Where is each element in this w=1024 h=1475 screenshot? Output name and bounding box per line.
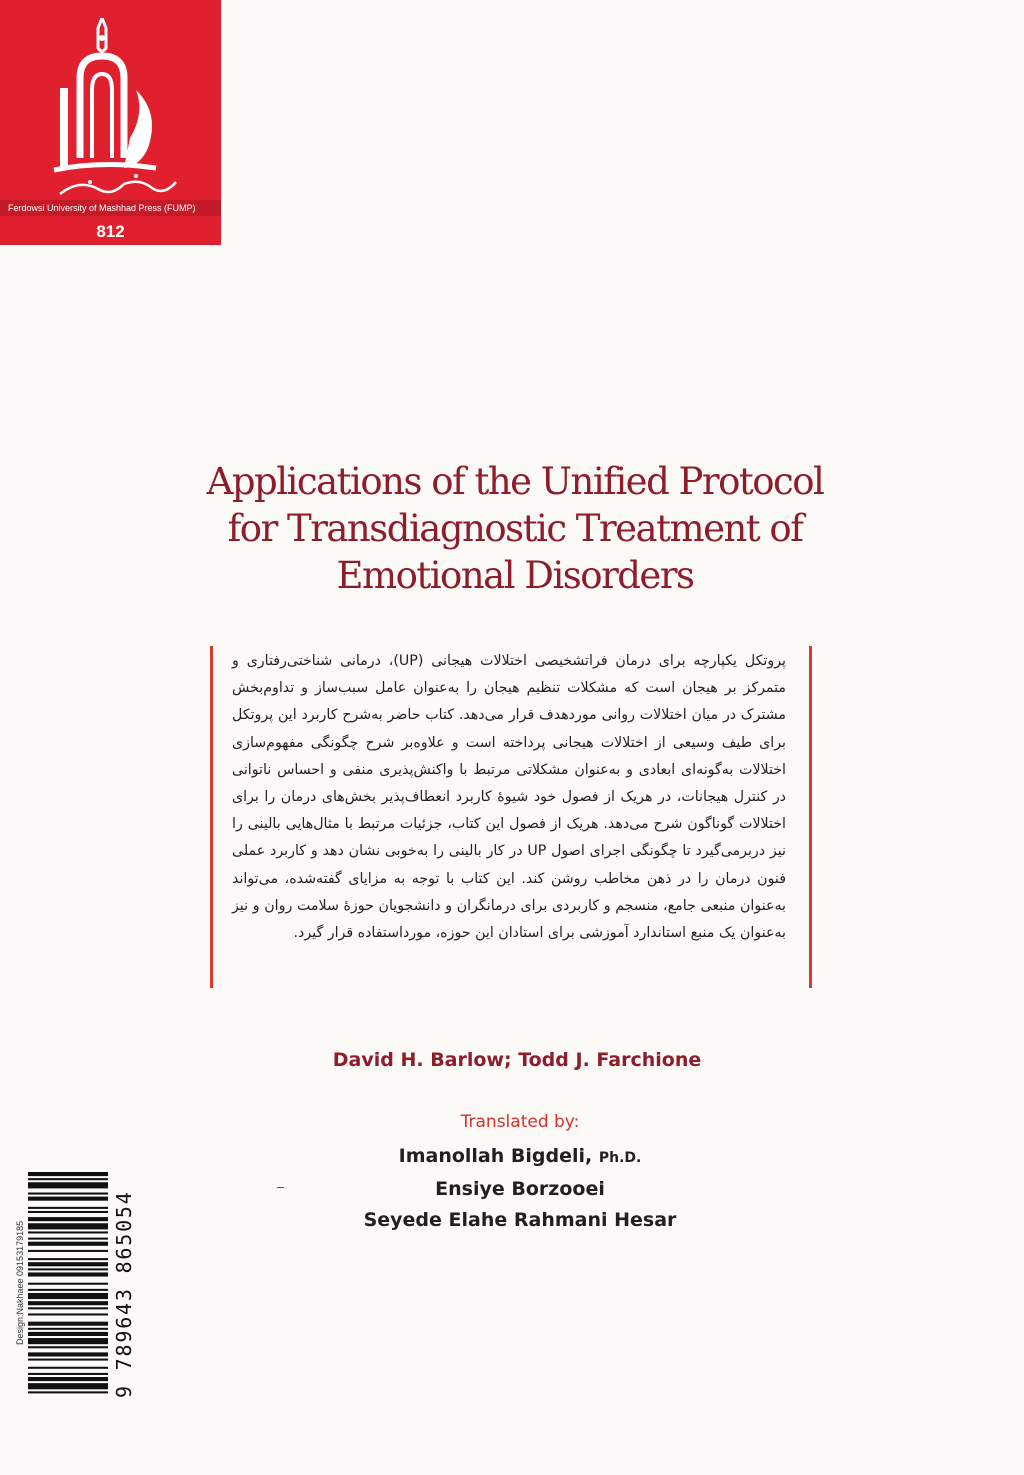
barcode-bar bbox=[28, 1242, 108, 1246]
barcode-bar bbox=[28, 1391, 108, 1393]
barcode-bar bbox=[28, 1268, 108, 1270]
ferdowsi-university-pen-logo-icon bbox=[40, 18, 190, 198]
barcode-bar bbox=[28, 1238, 108, 1240]
barcode-bar bbox=[28, 1217, 108, 1221]
translator-degree: Ph.D. bbox=[598, 1150, 642, 1166]
barcode-bar bbox=[28, 1332, 108, 1336]
translator-name-text: Imanollah Bigdeli, bbox=[398, 1145, 593, 1167]
authors: David H. Barlow; Todd J. Farchione bbox=[332, 1049, 702, 1071]
barcode-bar bbox=[28, 1258, 108, 1260]
barcode-bar bbox=[28, 1272, 108, 1276]
translator-name: Seyede Elahe Rahmani Hesar bbox=[363, 1209, 677, 1231]
barcode-bar bbox=[28, 1359, 108, 1361]
title-line: Emotional Disorders bbox=[336, 554, 694, 597]
barcode-bar bbox=[28, 1307, 108, 1309]
stray-mark bbox=[277, 1187, 284, 1188]
barcode-bar bbox=[28, 1346, 108, 1348]
isbn-digits: 9 789643 865054 bbox=[112, 1190, 136, 1398]
barcode-bar bbox=[28, 1377, 108, 1381]
barcode-bar bbox=[28, 1367, 108, 1369]
barcode-bar bbox=[28, 1289, 108, 1291]
barcode-bar bbox=[28, 1338, 108, 1344]
barcode-bar bbox=[28, 1182, 108, 1188]
title-line: for Transdiagnostic Treatment of bbox=[227, 507, 803, 550]
barcode-bar bbox=[28, 1328, 108, 1330]
barcode-bar bbox=[28, 1373, 108, 1375]
barcode-bar bbox=[28, 1223, 108, 1229]
book-description: پروتکل یکپارچه برای درمان فراتشخیصی اختلالات هیجانی (UP)، درمانی شناختی‌رفتاری و متمرکز بر هیجان است که مشکلات تنظیم هیجان را به‌عنوان عامل سبب‌ساز و تداوم‌بخش مشترک در میان اختلالات روانی موردهدف قرار می‌دهد. کتاب حاضر به‌شرح کاربرد این پروتکل برای طیف وسیعی از اختلالات هیجانی پرداخته است و علاوه‌بر شرح چگونگی مفهوم‌سازی اختلالات به‌گونه‌ای ابعادی و به‌عنوان مشکلاتی مرتبط با واکنش‌پذیری منفی و احساس ناتوانی در کنترل هیجانات، در هریک از فصول خود شیوهٔ کاربرد انعطاف‌پذیر بخش‌های درمان را برای اختلالات گوناگون شرح می‌دهد. هریک از فصول این کتاب، جزئیات مرتبط با مثال‌هایی بالینی را نیز دربرمی‌گیرد تا چگونگی اجرای اصول UP در کار بالینی را به‌خوبی نشان دهد و کاربرد عملی فنون درمان را در ذهن مخاطب روشن کند. این کتاب با توجه به مزایای گفته‌شده، می‌تواند به‌عنوان منبعی جامع، منسجم و کاربردی برای درمانگران و دانشجویان حوزهٔ سلامت روان و نیز به‌عنوان یک منبع استاندارد آموزشی برای استادان این حوزه، مورداستفاده قرار گیرد. bbox=[232, 653, 787, 942]
barcode-bar bbox=[28, 1172, 108, 1176]
barcode-bar bbox=[28, 1231, 108, 1233]
barcode-bar bbox=[28, 1293, 108, 1299]
translated-by-label: Translated by: bbox=[460, 1112, 580, 1132]
publisher-name: Ferdowsi University of Mashhad Press (FUMP) bbox=[0, 200, 221, 216]
barcode-bar bbox=[28, 1207, 108, 1209]
barcode-bar bbox=[28, 1352, 108, 1356]
barcode-bar bbox=[28, 1197, 108, 1201]
barcode-bar bbox=[28, 1301, 108, 1305]
barcode-bar bbox=[28, 1211, 108, 1213]
barcode-bar bbox=[28, 1322, 108, 1326]
barcode-bar bbox=[28, 1250, 108, 1252]
book-title bbox=[150, 458, 880, 599]
barcode-bar bbox=[28, 1262, 108, 1266]
barcode-bar bbox=[28, 1313, 108, 1315]
barcode-bar bbox=[28, 1193, 108, 1195]
barcode-bar bbox=[28, 1283, 108, 1285]
publisher-badge bbox=[0, 0, 221, 245]
designer-credit: Design:Nakhaee 09153179185 bbox=[15, 1220, 25, 1345]
barcode-bar bbox=[28, 1178, 108, 1180]
series-number: 812 bbox=[96, 222, 125, 241]
title-line: Applications of the Unified Protocol bbox=[206, 460, 824, 503]
translator-name: Ensiye Borzooei bbox=[435, 1178, 605, 1200]
barcode-bar bbox=[28, 1383, 108, 1389]
